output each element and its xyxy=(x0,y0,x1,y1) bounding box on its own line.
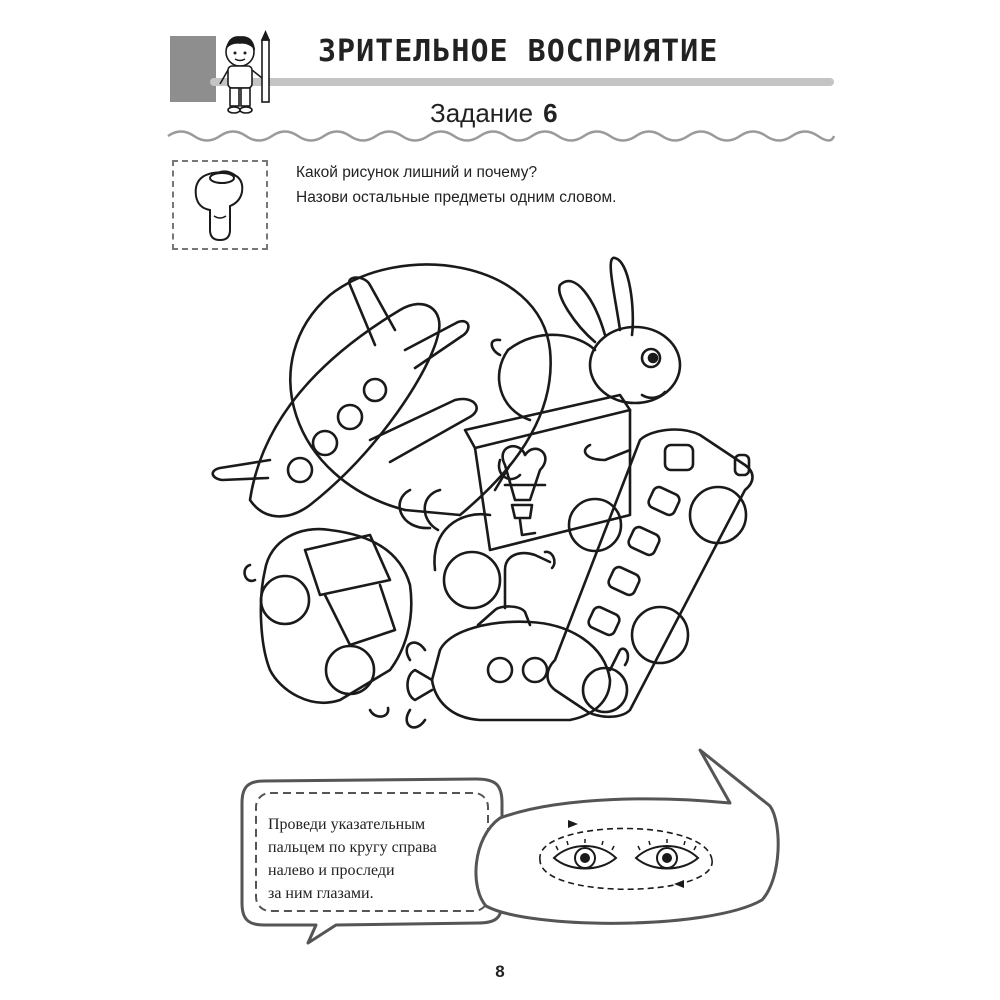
tip-line-1: Проведи указательным xyxy=(268,816,426,833)
left-eye-icon xyxy=(548,836,623,880)
task-label: Задание xyxy=(430,98,534,128)
page-title: ЗРИТЕЛЬНОЕ ВОСПРИЯТИЕ xyxy=(318,34,719,69)
bus-outline xyxy=(548,430,753,717)
middle-wheel-outline xyxy=(444,552,500,608)
pointing-hand-icon xyxy=(186,168,256,244)
tip-line-4: за ним глазами. xyxy=(268,885,374,902)
tip-line-2: пальцем по кругу справа xyxy=(268,839,437,856)
right-eye-icon xyxy=(630,836,705,880)
instruction-line-1: Какой рисунок лишний и почему? xyxy=(296,164,538,181)
wavy-divider xyxy=(168,128,834,144)
submarine-outline xyxy=(407,552,628,728)
tip-text xyxy=(268,813,468,905)
small-balloon-outline xyxy=(503,446,546,535)
instruction-line-2: Назови остальные предметы одним словом. xyxy=(296,189,617,206)
eyes-speech-bubble xyxy=(470,748,782,930)
task-number: 6 xyxy=(543,98,558,128)
hot-air-balloon-outline xyxy=(290,264,550,515)
page-number: 8 xyxy=(495,962,505,981)
overlapping-objects-illustration xyxy=(210,250,780,750)
task-heading xyxy=(430,96,558,130)
instruction-text xyxy=(296,160,696,210)
boy-with-pencil-icon xyxy=(208,30,288,130)
tip-line-3: налево и проследи xyxy=(268,862,395,879)
header-divider-bar xyxy=(210,78,834,86)
truck-outline xyxy=(400,395,630,550)
car-outline xyxy=(245,529,412,717)
